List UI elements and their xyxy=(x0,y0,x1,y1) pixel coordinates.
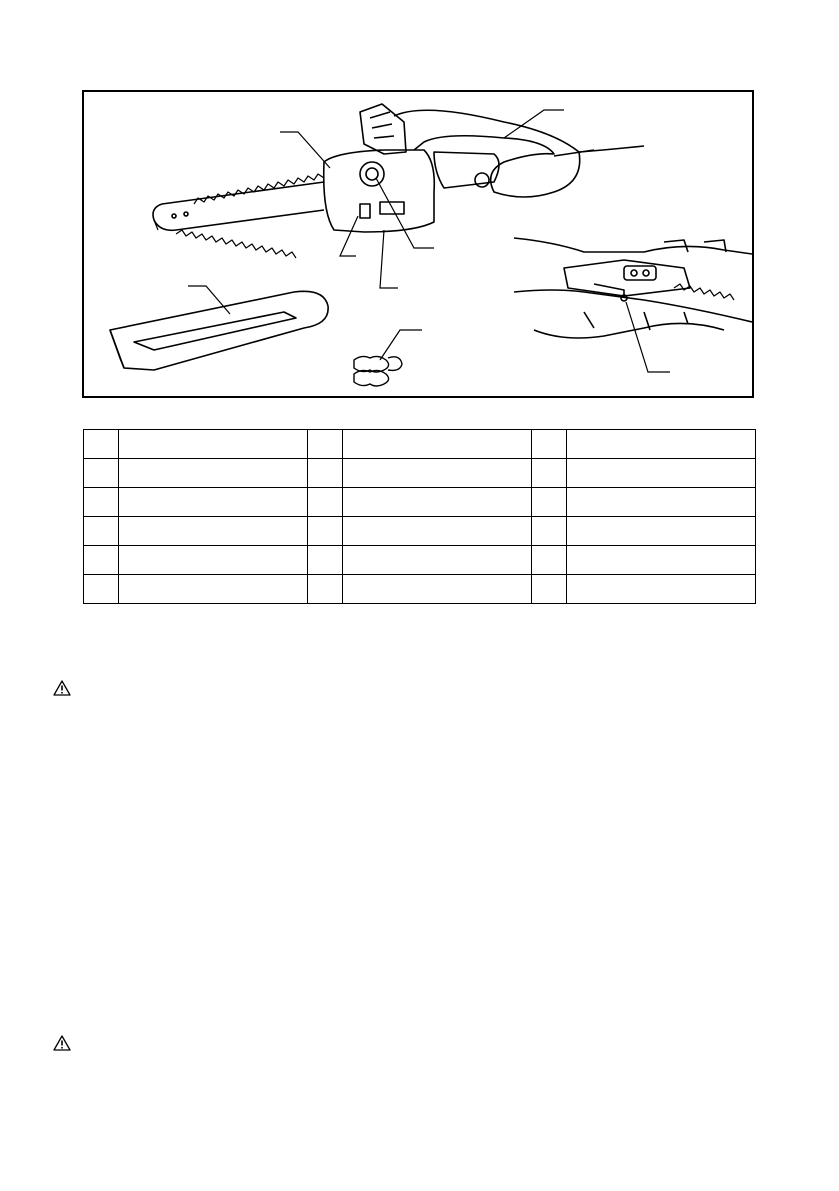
table-cell xyxy=(84,546,119,575)
front-hand-guard xyxy=(360,104,406,154)
table-cell xyxy=(532,517,567,546)
table-cell xyxy=(343,575,532,604)
table-cell xyxy=(119,517,308,546)
table-cell xyxy=(567,546,756,575)
warning-triangle-icon xyxy=(53,1035,71,1051)
table-cell xyxy=(308,488,343,517)
table-cell xyxy=(532,430,567,459)
guide-bar xyxy=(153,182,324,230)
table-cell xyxy=(84,575,119,604)
table-cell xyxy=(84,517,119,546)
table-row xyxy=(84,459,756,488)
table-cell xyxy=(119,488,308,517)
leader-lines xyxy=(188,110,670,372)
table-cell xyxy=(308,575,343,604)
table-row xyxy=(84,488,756,517)
table-row xyxy=(84,575,756,604)
saw-chain xyxy=(154,174,324,258)
table-cell xyxy=(567,488,756,517)
table-cell xyxy=(84,459,119,488)
warning-triangle-icon xyxy=(53,680,71,696)
table-cell xyxy=(119,459,308,488)
table-row xyxy=(84,517,756,546)
parts-illustration xyxy=(82,90,754,398)
table-cell xyxy=(343,430,532,459)
table-cell xyxy=(532,459,567,488)
table-cell xyxy=(532,488,567,517)
table-cell xyxy=(308,546,343,575)
table-row xyxy=(84,546,756,575)
table-cell xyxy=(84,488,119,517)
table-cell xyxy=(343,546,532,575)
chain-saw-illustration xyxy=(84,92,752,396)
table-cell xyxy=(119,546,308,575)
table-cell xyxy=(567,517,756,546)
table-cell xyxy=(308,430,343,459)
motor-housing xyxy=(324,150,435,232)
table-cell xyxy=(308,459,343,488)
table-cell xyxy=(343,459,532,488)
table-cell xyxy=(84,430,119,459)
table-row xyxy=(84,430,756,459)
table-cell xyxy=(343,488,532,517)
chain-cover xyxy=(110,291,328,370)
table-cell xyxy=(343,517,532,546)
parts-table xyxy=(83,429,756,604)
table-cell xyxy=(567,575,756,604)
table-cell xyxy=(567,430,756,459)
table-cell xyxy=(532,575,567,604)
table-cell xyxy=(532,546,567,575)
table-cell xyxy=(308,517,343,546)
chain-links xyxy=(354,356,402,386)
table-cell xyxy=(119,430,308,459)
table-cell xyxy=(567,459,756,488)
table-cell xyxy=(119,575,308,604)
